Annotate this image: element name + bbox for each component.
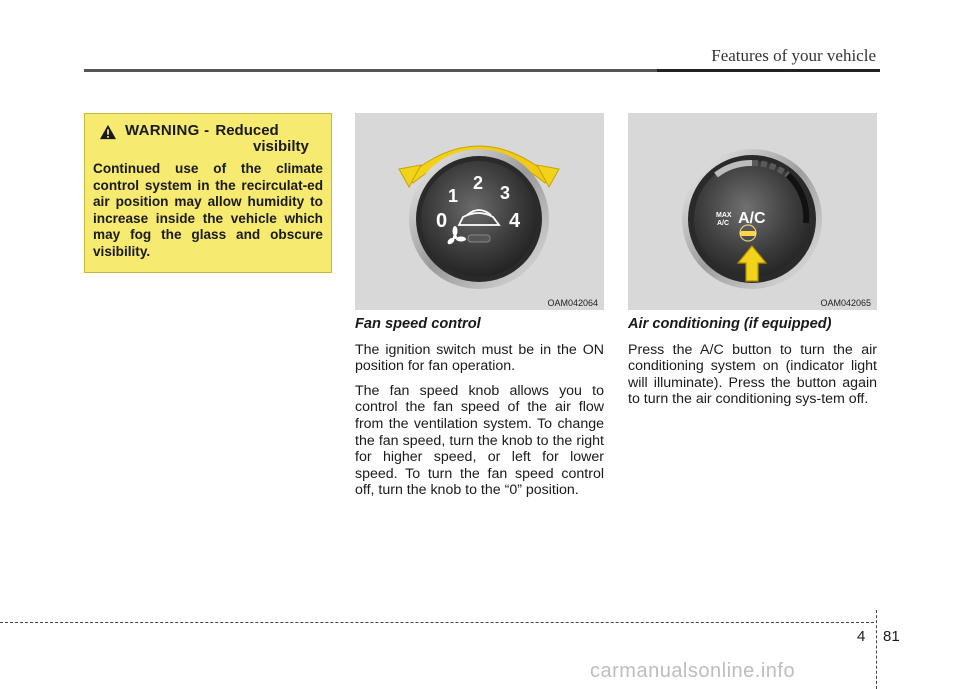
ac-button-figure <box>628 113 877 310</box>
warning-box <box>84 113 332 273</box>
warning-text: Continued use of the climate control system in the recirculat-ed air position may allow humidity to increase inside the vehicle which may fog the glass and obscure visibility. <box>93 161 323 259</box>
warning-subtitle-line2: visibilty <box>253 138 309 155</box>
paragraph: Press the A/C button to turn the air conditioning system on (indicator light will illuminate). Press the button again to turn the air conditioning sys-tem off. <box>628 341 877 408</box>
fan-speed-section <box>355 316 604 507</box>
page-number: 81 <box>883 628 900 645</box>
knob-number-0: 0 <box>436 210 448 232</box>
ac-button-label: A/C <box>738 210 766 227</box>
warning-label: WARNING - <box>125 122 210 139</box>
max-ac-label: A/C <box>717 220 730 227</box>
fan-speed-knob-figure <box>355 113 604 310</box>
paragraph: The ignition switch must be in the ON position for fan operation. <box>355 341 604 375</box>
ac-button-illustration <box>628 113 877 310</box>
page-header-title: Features of your vehicle <box>711 46 876 65</box>
fan-knob-illustration <box>355 113 604 310</box>
ac-section <box>628 316 877 416</box>
warning-triangle-icon <box>99 124 117 140</box>
warning-subtitle: Reduced <box>215 122 279 139</box>
max-label: MAX <box>716 212 732 219</box>
watermark: carmanualsonline.info <box>590 660 796 682</box>
knob-number-1: 1 <box>448 186 459 206</box>
knob-number-2: 2 <box>473 173 484 193</box>
indicator-slot <box>468 235 490 242</box>
figure-code: OAM042065 <box>820 298 871 308</box>
ac-indicator-light <box>740 231 756 236</box>
section-title: Air conditioning (if equipped) <box>628 316 832 332</box>
knob-number-4: 4 <box>509 210 521 232</box>
footer-rule <box>0 622 874 623</box>
chapter-number: 4 <box>857 628 866 645</box>
knob-number-3: 3 <box>500 183 511 203</box>
footer-divider <box>876 610 877 689</box>
figure-code: OAM042064 <box>547 298 598 308</box>
header-rule <box>84 69 880 72</box>
paragraph: The fan speed knob allows you to control the fan speed of the air flow from the ventilation system. To change the fan speed, turn the knob to the right for higher speed, or left for lower speed. To turn the fan speed control off, turn the knob to the “0” position. <box>355 382 604 499</box>
section-title: Fan speed control <box>355 316 481 332</box>
